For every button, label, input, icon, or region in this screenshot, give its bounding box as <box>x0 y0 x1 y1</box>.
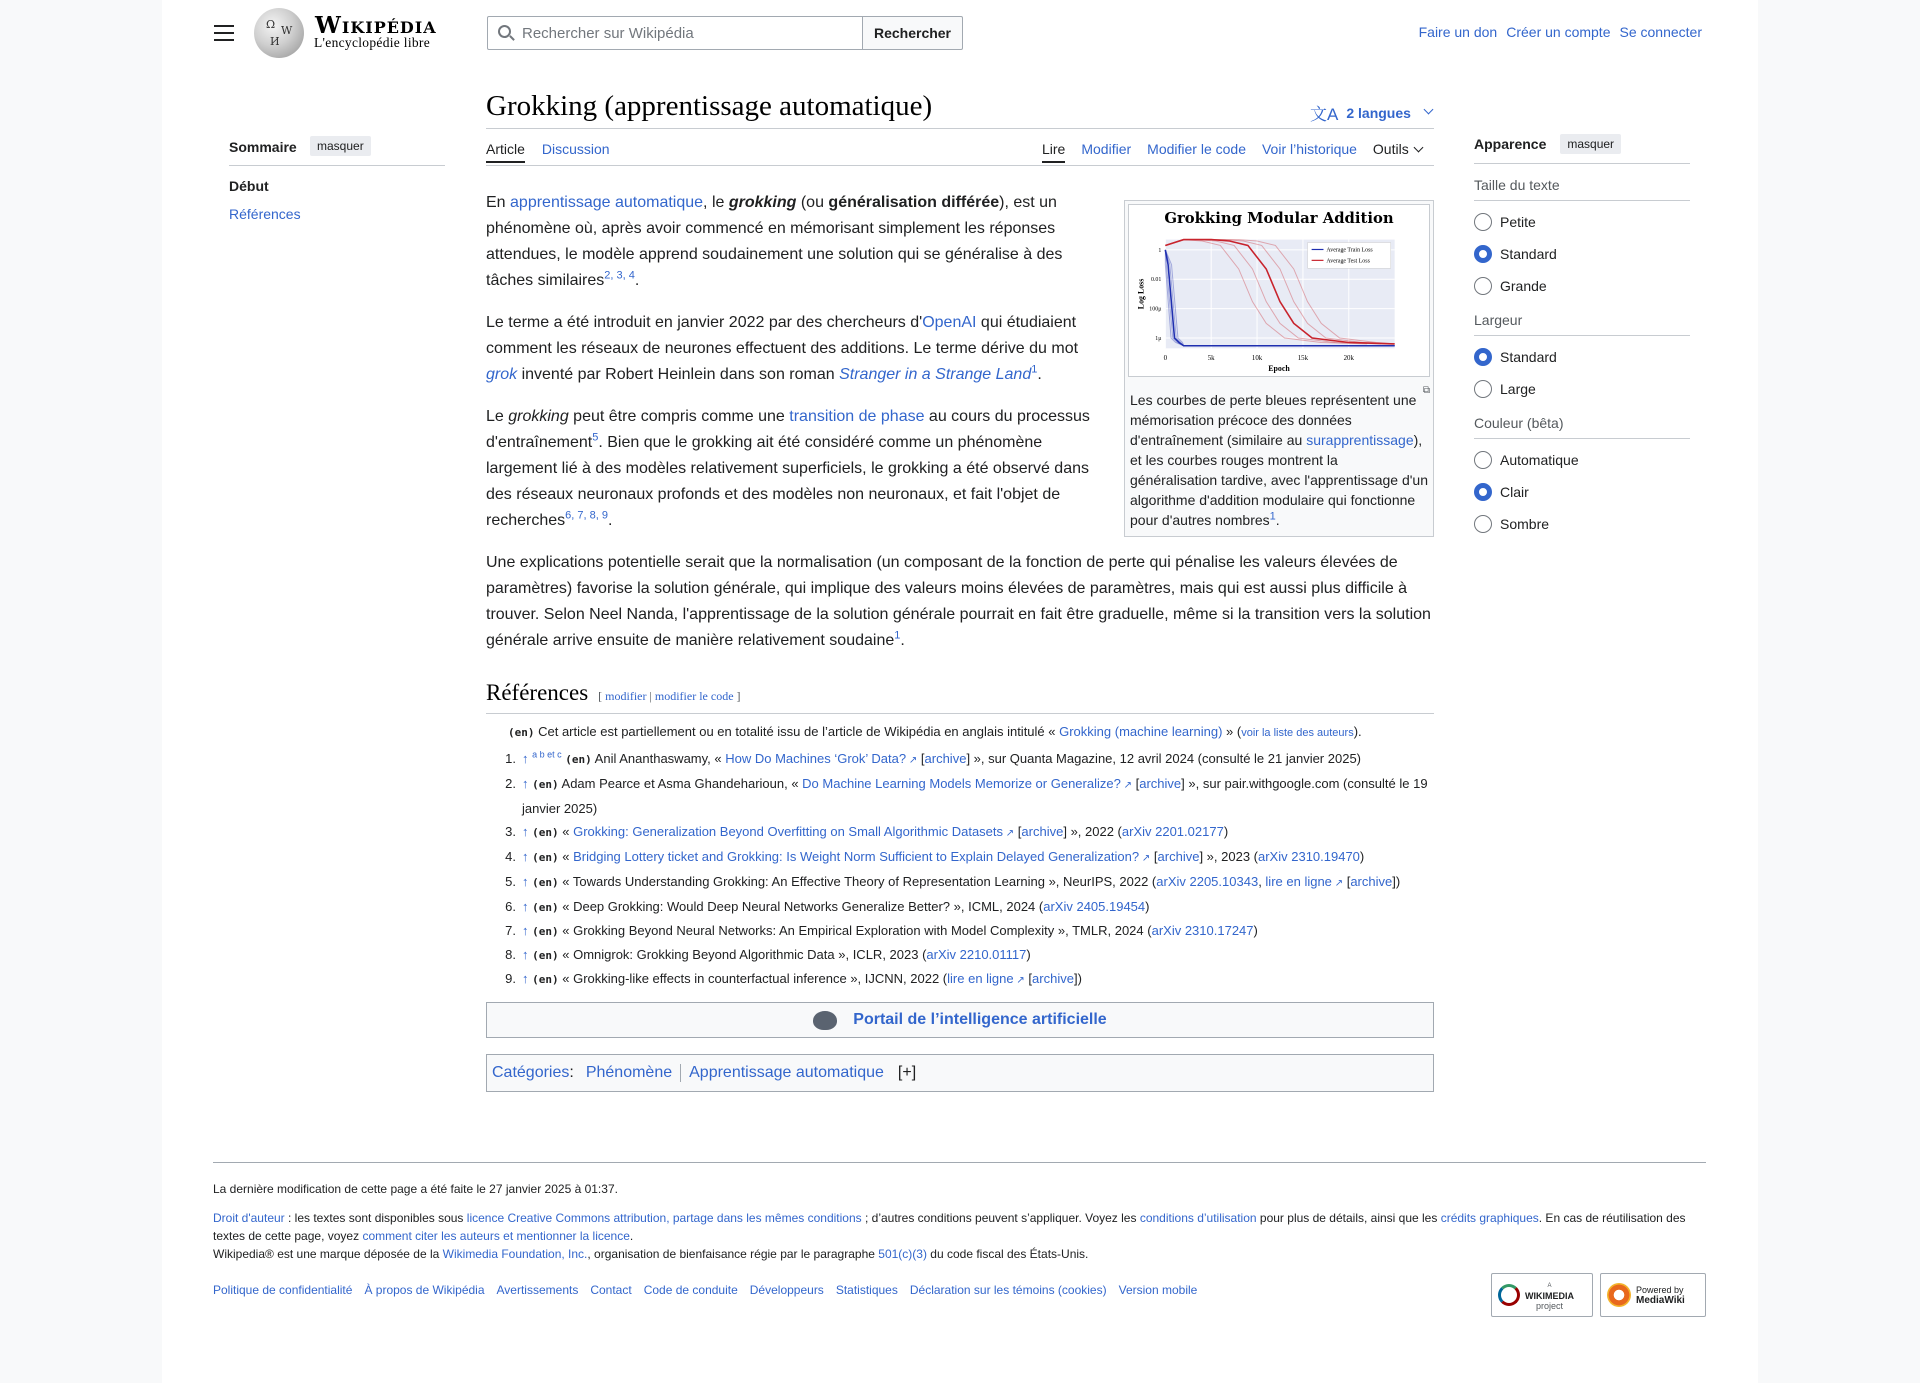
tab-edit-source[interactable]: Modifier le code <box>1147 141 1246 157</box>
reference-link[interactable]: Grokking: Generalization Beyond Overfitting on Small Algorithmic Datasets <box>573 824 1004 839</box>
backlink-arrow[interactable]: ↑ <box>522 923 533 938</box>
caption-text: Les courbes de perte bleues représentent une mémorisation précoce des données d'entraînement (similaire au <box>1130 392 1417 448</box>
footer-link[interactable]: conditions d’utilisation <box>1139 1211 1257 1225</box>
license-text: Droit d'auteur : les textes sont disponibles sous licence Creative Commons attribution, partage dans les mêmes conditions ; d’autres conditions peuvent s’appliquer. Voyez les conditions d’utilisation pour plus de détails, ainsi que les crédits graphiques. En cas de réutilisation des textes de cette page, voyez comment citer les auteurs et mentionner la licence. <box>213 1211 1686 1243</box>
tab-read[interactable]: Lire <box>1042 141 1065 163</box>
color-label: Couleur (bêta) <box>1474 415 1564 431</box>
chevron-down-icon <box>1413 143 1423 153</box>
last-modified: La dernière modification de cette page a été faite le 27 janvier 2025 à 01:37. <box>213 1182 618 1196</box>
radio-color-light[interactable]: Clair <box>1474 483 1690 501</box>
reference-item: 9. ↑ (en) « Grokking-like effects in counterfactual inference », IJCNN, 2022 (lire en ligne ↗ [archive]) <box>486 967 1434 992</box>
wikimedia-logo-icon <box>1498 1284 1520 1306</box>
x-tick-label: 20k <box>1343 355 1354 363</box>
radio-off-icon <box>1474 277 1492 295</box>
archive-link[interactable]: archive <box>1032 971 1074 986</box>
text-size-label: Taille du texte <box>1474 177 1560 193</box>
create-account-link[interactable]: Créer un compte <box>1506 24 1611 40</box>
reference-link[interactable]: arXiv 2210.01117 <box>926 947 1027 962</box>
reference-item: 1. ↑ $^{a b et c}$ (en) Anil Ananthaswamy, « How Do Machines ‘Grok’ Data? ↗ [archive] », sur Quanta Magazine, 12 avril 2024 (consulté le 21 janvier 2025) <box>486 747 1434 772</box>
footer-link[interactable]: Contact <box>590 1283 632 1297</box>
toc-hide-button[interactable]: masquer <box>310 136 371 156</box>
wikipedia-tagline: L'encyclopédie libre <box>314 35 431 50</box>
panel-divider <box>1474 438 1690 439</box>
backlink-arrow[interactable]: ↑ <box>522 874 533 889</box>
enlarge-icon[interactable]: ⧉ <box>1422 385 1430 396</box>
reference-link[interactable]: arXiv 2205.10343 <box>1156 874 1259 889</box>
chart-title: Grokking Modular Addition <box>1164 209 1394 227</box>
tools-menu[interactable] <box>1373 141 1422 163</box>
personal-tools <box>1419 24 1702 40</box>
language-tag: (en) <box>532 949 559 962</box>
citation-link[interactable]: 1 <box>1269 510 1276 523</box>
donate-link[interactable]: Faire un don <box>1418 24 1498 40</box>
grokking-chart[interactable] <box>1128 204 1430 377</box>
radio-width-standard[interactable]: Standard <box>1474 348 1690 366</box>
language-tag: (en) <box>565 753 592 766</box>
reference-number: 7. <box>505 923 516 938</box>
caption-text: . <box>1275 512 1280 528</box>
radio-text-large[interactable]: Grande <box>1474 277 1690 295</box>
footer-link[interactable]: Wikimedia Foundation, Inc. <box>442 1247 588 1261</box>
reference-item: 5. ↑ (en) « Towards Understanding Grokking: An Effective Theory of Representation Learning », NeurIPS, 2022 (arXiv 2205.10343, lire en ligne ↗ [archive]) <box>486 870 1434 895</box>
radio-text-small[interactable]: Petite <box>1474 213 1690 231</box>
article-link[interactable]: transition de phase <box>789 408 925 425</box>
y-axis-label: Log Loss <box>1136 278 1146 310</box>
mediawiki-badge[interactable]: Powered by MediaWiki <box>1600 1273 1706 1317</box>
footer-link[interactable]: Version mobile <box>1118 1283 1198 1297</box>
footer <box>213 1180 1706 1299</box>
footer-link[interactable]: licence Creative Commons attribution, partage dans les mêmes conditions <box>466 1211 862 1225</box>
wikimedia-badge[interactable]: A WIKIMEDIA project <box>1491 1273 1593 1317</box>
reference-number: 9. <box>505 971 516 986</box>
width-label: Largeur <box>1474 312 1523 328</box>
article-link[interactable]: Stranger in a Strange Land <box>839 366 1032 383</box>
category-link[interactable]: Phénomène <box>585 1064 673 1081</box>
chevron-down-icon <box>1423 105 1433 115</box>
appearance-panel <box>1474 134 1690 533</box>
caption-text: ), et les courbes rouges montrent la généralisation tardive, avec l'apprentissage d'un algorithme d'addition modulaire qui fonctionne pour d'autres nombres <box>1130 432 1428 528</box>
reference-link[interactable]: Do Machine Learning Models Memorize or Generalize? <box>802 776 1121 791</box>
language-count: 2 langues <box>1346 104 1411 121</box>
wikipedia-wordmark[interactable]: Wikipédia <box>315 12 437 39</box>
reference-number: 8. <box>505 947 516 962</box>
external-link-icon: ↗ <box>1120 780 1132 791</box>
title-divider <box>486 128 1434 129</box>
toc-item-references[interactable]: Références <box>229 206 301 222</box>
references-list <box>486 747 1434 992</box>
reference-item: 3. ↑ (en) « Grokking: Generalization Beyond Overfitting on Small Algorithmic Datasets ↗ [archive] », 2022 (arXiv 2201.02177) <box>486 820 1434 845</box>
y-tick-label: 0.01 <box>1151 277 1162 284</box>
language-tag: (en) <box>532 901 559 914</box>
backlink-arrow[interactable]: ↑ <box>522 751 533 766</box>
radio-color-auto[interactable]: Automatique <box>1474 451 1690 469</box>
citation-link[interactable]: 5 <box>592 431 599 444</box>
radio-off-icon <box>1474 380 1492 398</box>
backlinks[interactable]: a b et c <box>532 749 562 760</box>
external-link-icon: ↗ <box>1003 828 1015 839</box>
article-link[interactable]: apprentissage automatique <box>510 194 704 211</box>
tab-history[interactable]: Voir l’historique <box>1261 141 1357 157</box>
language-tag: (en) <box>532 826 559 839</box>
tab-discussion[interactable]: Discussion <box>541 141 610 157</box>
wikipedia-globe-logo[interactable]: Ω W И <box>254 8 304 58</box>
toc-title: Sommaire <box>229 139 297 155</box>
x-tick-label: 10k <box>1251 355 1263 363</box>
x-tick-label: 0 <box>1163 355 1168 363</box>
radio-on-icon <box>1474 348 1492 366</box>
footer-link[interactable]: Politique de confidentialité <box>213 1283 353 1297</box>
footer-link[interactable]: Statistiques <box>835 1283 898 1297</box>
reference-number: 4. <box>505 849 516 864</box>
external-link-icon: ↗ <box>906 755 918 766</box>
footer-link[interactable]: Développeurs <box>749 1283 824 1297</box>
expand-categories-button[interactable]: [+] <box>897 1064 917 1081</box>
search-icon <box>498 25 511 38</box>
citation-link[interactable]: 1 <box>894 629 901 642</box>
language-tag: (en) <box>532 778 559 791</box>
external-link-icon: ↗ <box>1331 878 1344 889</box>
reference-link[interactable]: lire en ligne <box>947 971 1014 986</box>
reference-item: 6. ↑ (en) « Deep Grokking: Would Deep Neural Networks Generalize Better? », ICML, 2024 (arXiv 2405.19454) <box>486 895 1434 919</box>
trademark-text: Wikipedia® est une marque déposée de la Wikimedia Foundation, Inc., organisation de bienfaisance régie par le paragraphe 501(c)(3) du code fiscal des États-Unis. <box>213 1247 1089 1261</box>
tabs-divider <box>486 165 1434 166</box>
legend-box <box>1308 243 1391 269</box>
backlink-arrow[interactable]: ↑ <box>522 849 533 864</box>
footer-divider <box>213 1162 1706 1163</box>
footer-link[interactable]: 501(c)(3) <box>878 1247 927 1261</box>
categories-box <box>486 1054 1434 1092</box>
article-link[interactable]: OpenAI <box>922 314 977 331</box>
appearance-hide-button[interactable]: masquer <box>1560 134 1621 154</box>
infobox-figure <box>1124 200 1434 537</box>
radio-color-dark[interactable]: Sombre <box>1474 515 1690 533</box>
reference-item: 4. ↑ (en) « Bridging Lottery ticket and Grokking: Is Weight Norm Sufficient to Explain Delayed Generalization? ↗ [archive] », 2023 (arXiv 2310.19470) <box>486 845 1434 870</box>
citation-link[interactable]: 2, 3, 4 <box>604 269 635 282</box>
search-input[interactable] <box>522 23 852 43</box>
reference-number: 6. <box>505 899 516 914</box>
external-link-icon: ↗ <box>1139 853 1151 864</box>
radio-on-icon <box>1474 245 1492 263</box>
reference-number: 5. <box>505 874 516 889</box>
footer-links <box>213 1281 1706 1299</box>
backlink-arrow[interactable]: ↑ <box>522 947 533 962</box>
references-divider <box>486 713 1434 714</box>
reference-link[interactable]: arXiv 2310.17247 <box>1151 923 1254 938</box>
backlink-arrow[interactable]: ↑ <box>522 776 533 791</box>
edit-source-section-link[interactable]: modifier le code <box>654 689 734 703</box>
citation-link[interactable]: 1 <box>1031 363 1038 376</box>
legend-label: Average Train Loss <box>1326 247 1373 254</box>
source-article-link[interactable]: Grokking (machine learning) <box>1059 724 1223 739</box>
translation-note: (en) Cet article est partiellement ou en totalité issu de l’article de Wikipédia en anglais intitulé « Grokking (machine learning) » (voir la liste des auteurs). <box>508 724 1362 739</box>
backlink-arrow[interactable]: ↑ <box>522 824 533 839</box>
footer-link[interactable]: Droit d'auteur <box>213 1211 285 1225</box>
paragraph-3: Le grokking peut être compris comme une transition de phase au cours du processus d'entraînement$^5$. Bien que le grokking ait été considéré comme un phénomène largement lié à des modèles relativement superficiels, le grokking a été observé dans des réseaux neuronaux profonds et des modèles non neuronaux, et fait l'objet de recherches$^{6, 7, 8, 9}$. <box>486 408 1090 529</box>
edit-section-link[interactable]: modifier <box>605 689 647 703</box>
translate-icon: 文A <box>1310 105 1339 124</box>
article-link[interactable]: grok <box>486 366 518 383</box>
portal-box[interactable] <box>486 1002 1434 1038</box>
paragraph-1: En apprentissage automatique, le grokking (ou généralisation différée), est un phénomène où, après avoir commencé en mémorisant simplement les réponses attendues, le modèle apprend soudainement une solution qui se généralise à des tâches similaires$^{2, 3, 4}$. <box>486 194 1063 289</box>
radio-text-standard[interactable]: Standard <box>1474 245 1690 263</box>
portal-link[interactable]: Portail de l’intelligence artificielle <box>853 1011 1107 1028</box>
backlink-arrow[interactable]: ↑ <box>522 971 533 986</box>
namespace-tabs <box>486 141 610 163</box>
archive-link[interactable]: archive <box>1157 849 1200 864</box>
categories-link[interactable]: Catégories <box>492 1064 570 1081</box>
reference-item: 7. ↑ (en) « Grokking Beyond Neural Networks: An Empirical Exploration with Model Complexity », TMLR, 2024 (arXiv 2310.17247) <box>486 919 1434 943</box>
references-section <box>486 680 1434 992</box>
archive-link[interactable]: archive <box>1021 824 1064 839</box>
reference-link[interactable]: Bridging Lottery ticket and Grokking: Is Weight Norm Sufficient to Explain Delayed Generalization? <box>573 849 1140 864</box>
archive-link[interactable]: archive <box>924 751 967 766</box>
radio-off-icon <box>1474 213 1492 231</box>
footer-link[interactable]: Code de conduite <box>643 1283 738 1297</box>
authors-list-link[interactable]: voir la liste des auteurs <box>1241 727 1354 739</box>
footer-link[interactable]: Déclaration sur les témoins (cookies) <box>909 1283 1107 1297</box>
arxiv-link[interactable]: arXiv 2310.19470 <box>1258 849 1360 864</box>
reference-link[interactable]: How Do Machines ‘Grok’ Data? <box>725 751 907 766</box>
category-link[interactable]: Apprentissage automatique <box>689 1064 884 1081</box>
reference-number: 1. <box>505 751 516 766</box>
category-separator <box>680 1064 681 1082</box>
footer-link[interactable]: Avertissements <box>496 1283 579 1297</box>
backlink-arrow[interactable]: ↑ <box>522 899 533 914</box>
search-box[interactable] <box>487 16 863 50</box>
reference-link[interactable]: arXiv 2405.19454 <box>1043 899 1146 914</box>
paragraph-2: Le terme a été introduit en janvier 2022 par des chercheurs d'OpenAI qui étudiaient comment les réseaux de neurones effectuent des additions. Le terme dérive du mot grok inventé par Robert Heinlein dans son roman Stranger in a Strange Land$^1$. <box>486 314 1079 383</box>
language-tag: (en) <box>532 973 559 986</box>
footer-link[interactable]: comment citer les auteurs et mentionner la licence <box>362 1229 630 1243</box>
legend-label: Average Test Loss <box>1326 258 1370 265</box>
radio-off-icon <box>1474 451 1492 469</box>
login-link[interactable]: Se connecter <box>1619 24 1702 40</box>
language-tag: (en) <box>532 925 559 938</box>
panel-divider <box>1474 200 1690 201</box>
brain-icon <box>813 1011 837 1030</box>
language-tag: (en) <box>532 851 559 864</box>
references-heading: Références [ modifier | modifier le code ] <box>486 680 741 705</box>
view-tabs <box>1042 141 1422 163</box>
arxiv-link[interactable]: arXiv 2201.02177 <box>1121 824 1224 839</box>
mediawiki-logo-icon <box>1607 1283 1631 1307</box>
x-axis-label: Epoch <box>1268 364 1290 374</box>
tab-article[interactable]: Article <box>486 141 525 163</box>
reference-number: 3. <box>505 824 516 839</box>
language-tag: (en) <box>532 876 559 889</box>
language-button[interactable] <box>1310 100 1432 125</box>
page-title: Grokking (apprentissage automatique) <box>486 90 933 122</box>
archive-link[interactable]: archive <box>1350 874 1393 889</box>
reference-link[interactable]: lire en ligne <box>1265 874 1332 889</box>
reference-item: 8. ↑ (en) « Omnigrok: Grokking Beyond Algorithmic Data », ICLR, 2023 (arXiv 2210.01117) <box>486 943 1434 967</box>
tab-edit[interactable]: Modifier <box>1081 141 1132 157</box>
toc-item-debut[interactable]: Début <box>229 178 269 194</box>
panel-divider <box>1474 335 1690 336</box>
appearance-title: Apparence <box>1474 136 1547 152</box>
external-link-icon: ↗ <box>1013 975 1025 986</box>
paragraph-4: Une explications potentielle serait que la normalisation (un composant de la fonction de perte qui pénalise les valeurs élevées de paramètres) favorise la solution générale, qui implique des valeurs moins élevées de paramètres, mais qui est aussi plus difficile à trouver. Selon Neel Nanda, l'apprentissage de la solution générale pourrait en fait être graduelle, même si la transition vers la solution générale arrive ensuite de manière relativement soudaine$^1$. <box>486 554 1431 649</box>
footer-link[interactable]: crédits graphiques <box>1440 1211 1539 1225</box>
caption-link[interactable]: surapprentissage <box>1306 432 1414 448</box>
main-menu-icon[interactable] <box>212 22 236 44</box>
citation-link[interactable]: 6, 7, 8, 9 <box>565 509 608 522</box>
y-tick-label: 100μ <box>1149 306 1162 313</box>
radio-on-icon <box>1474 483 1492 501</box>
search-button[interactable]: Rechercher <box>862 16 963 50</box>
y-tick-label: 1μ <box>1155 336 1162 343</box>
x-tick-label: 15k <box>1297 355 1309 363</box>
radio-off-icon <box>1474 515 1492 533</box>
figure-caption <box>1128 390 1430 533</box>
panel-divider <box>1474 163 1690 164</box>
tools-label: Outils <box>1372 141 1409 157</box>
reference-number: 2. <box>505 776 516 791</box>
categories-colon: : <box>569 1064 574 1081</box>
toc-divider <box>229 165 445 166</box>
archive-link[interactable]: archive <box>1139 776 1182 791</box>
article-body <box>486 190 1434 1092</box>
y-tick-label: 1 <box>1158 247 1162 254</box>
radio-width-large[interactable]: Large <box>1474 380 1690 398</box>
footer-link[interactable]: À propos de Wikipédia <box>364 1283 485 1297</box>
x-tick-label: 5k <box>1207 355 1215 363</box>
reference-item: 2. ↑ (en) Adam Pearce et Asma Ghandeharioun, « Do Machine Learning Models Memorize or Generalize? ↗ [archive] », sur pair.withgoogle.com (consulté le 19 janvier 2025) <box>486 772 1434 820</box>
